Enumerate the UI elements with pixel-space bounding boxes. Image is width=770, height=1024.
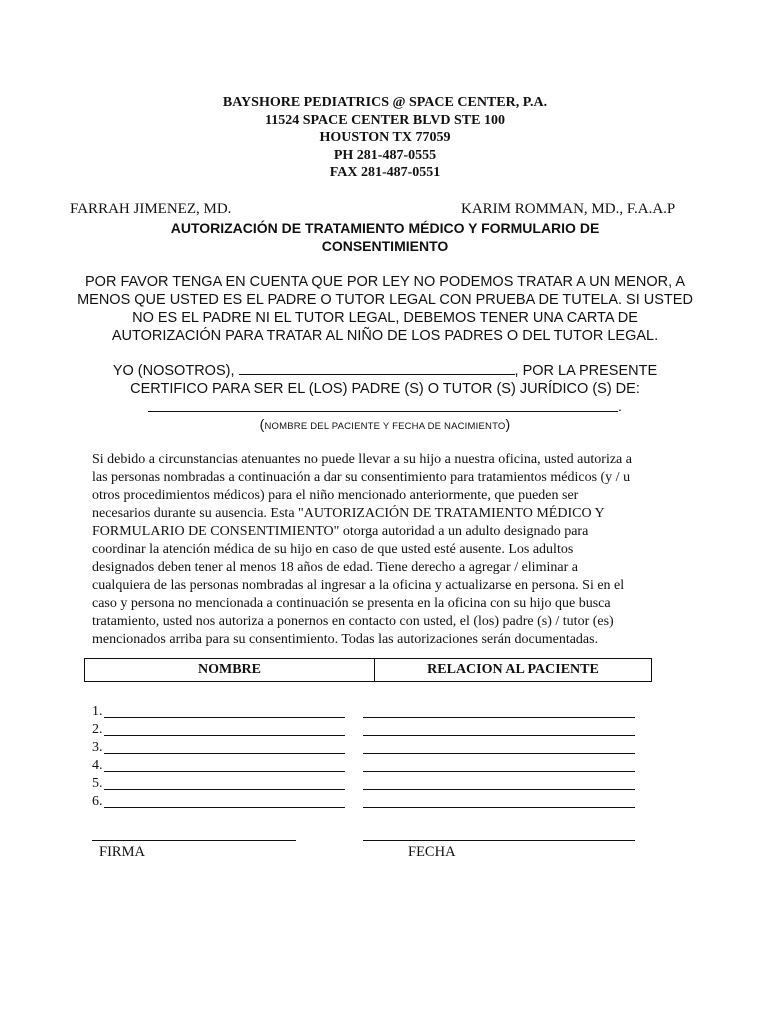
name-field[interactable] [104, 717, 345, 718]
row-number: 3. [92, 740, 103, 755]
notice-line-2: MENOS QUE USTED ES EL PADRE O TUTOR LEGAL CON PRUEBA DE TUTELA. SI USTED [77, 292, 693, 308]
authorization-paragraph [92, 451, 682, 649]
name-field[interactable] [104, 771, 345, 772]
table-header-row [85, 659, 652, 682]
relation-field[interactable] [363, 753, 635, 754]
clinic-city: HOUSTON TX 77059 [319, 130, 451, 145]
paragraph-line: Si debido a circunstancias atenuantes no puede llevar a su hijo a nuestra oficina, usted autoriza a [92, 452, 632, 467]
paragraph-line: designados deben tener al menos 18 años de edad. Tiene derecho a agregar / eliminar a [92, 560, 578, 575]
patient-name-dob-field[interactable] [148, 399, 618, 412]
name-field[interactable] [104, 735, 345, 736]
table-row [92, 775, 652, 793]
paragraph-line: otros procedimientos médicos) para el niño mencionado anteriormente, que pueden ser [92, 488, 579, 503]
form-title-line-1: AUTORIZACIÓN DE TRATAMIENTO MÉDICO Y FORMULARIO DE [170, 220, 600, 236]
authorized-persons-table [84, 658, 652, 682]
cert-end-mark: . [618, 398, 622, 414]
caption-text: NOMBRE DEL PACIENTE Y FECHA DE NACIMIENTO [264, 421, 506, 432]
notice-line-3: NO ES EL PADRE NI EL TUTOR LEGAL, DEBEMOS TENER UNA CARTA DE [132, 310, 638, 326]
paragraph-line: caso y persona no mencionada a continuación se presenta en la oficina con su hijo que busca [92, 596, 611, 611]
paragraph-line: tratamiento, usted nos autoriza a ponernos en contacto con usted, el (los) padre (s) / tutor (es) [92, 614, 614, 629]
table-row [92, 721, 652, 739]
clinic-fax: FAX 281-487-0551 [329, 165, 441, 180]
signature-label: FIRMA [99, 844, 145, 860]
paragraph-line: mencionados arriba para su consentimiento. Todas las autorizaciones serán documentadas. [92, 632, 599, 647]
date-field[interactable] [363, 840, 635, 841]
date-label: FECHA [408, 844, 456, 860]
row-number: 2. [92, 722, 103, 737]
clinic-phone: PH 281-487-0555 [333, 147, 437, 163]
guardian-name-field[interactable] [239, 362, 515, 375]
table-row [92, 757, 652, 775]
signature-field[interactable] [92, 840, 296, 841]
relation-field[interactable] [363, 735, 635, 736]
form-title-line-2: CONSENTIMIENTO [321, 238, 449, 254]
cert-prefix: YO (NOSOTROS), [112, 363, 235, 379]
name-field[interactable] [104, 753, 345, 754]
caption-open-paren: ( [259, 416, 265, 432]
relation-field[interactable] [363, 807, 635, 808]
caption-close-paren: ) [505, 416, 511, 432]
patient-field-caption [0, 416, 770, 432]
paragraph-line: necesarios durante su ausencia. Esta "AUTORIZACIÓN DE TRATAMIENTO MÉDICO Y [92, 506, 605, 521]
row-number: 1. [92, 704, 103, 719]
column-header-name: NOMBRE [85, 659, 375, 682]
clinic-header [0, 94, 770, 182]
clinic-address: 11524 SPACE CENTER BLVD STE 100 [264, 112, 505, 128]
row-number: 5. [92, 776, 103, 791]
paragraph-line: coordinar la atención médica de su hijo en caso de que usted esté ausente. Los adultos [92, 542, 574, 557]
paragraph-line: FORMULARIO DE CONSENTIMIENTO" otorga autoridad a un adulto designado para [92, 524, 589, 539]
certification [30, 362, 740, 398]
cert-line-2: CERTIFICO PARA SER EL (LOS) PADRE (S) O TUTOR (S) JURÍDICO (S) DE: [130, 381, 640, 397]
cert-suffix: , POR LA PRESENTE [514, 363, 658, 379]
notice-line-4: AUTORIZACIÓN PARA TRATAR AL NIÑO DE LOS PADRES O DEL TUTOR LEGAL. [111, 328, 659, 344]
table-row [92, 793, 652, 811]
authorized-persons-rows [92, 703, 652, 811]
legal-notice [30, 273, 740, 345]
relation-field[interactable] [363, 789, 635, 790]
cert-line-1 [30, 362, 740, 380]
doctor-right: KARIM ROMMAN, MD., F.A.A.P [461, 201, 676, 217]
notice-line-1: POR FAVOR TENGA EN CUENTA QUE POR LEY NO PODEMOS TRATAR A UN MENOR, A [85, 274, 685, 290]
paragraph-line: las personas nombradas a continuación a dar su consentimiento para tratamientos médicos (y / u [92, 470, 631, 485]
name-field[interactable] [104, 807, 345, 808]
clinic-name: BAYSHORE PEDIATRICS @ SPACE CENTER, P.A. [222, 95, 548, 110]
form-title [0, 219, 770, 255]
table-row [92, 739, 652, 757]
relation-field[interactable] [363, 717, 635, 718]
relation-field[interactable] [363, 771, 635, 772]
column-header-relation: RELACION AL PACIENTE [375, 659, 652, 682]
paragraph-line: cualquiera de las personas nombradas al ingresar a la oficina y actualizarse en persona. Si en el [92, 578, 625, 593]
name-field[interactable] [104, 789, 345, 790]
table-row [92, 703, 652, 721]
row-number: 4. [92, 758, 103, 773]
doctor-left: FARRAH JIMENEZ, MD. [70, 201, 232, 217]
row-number: 6. [92, 794, 103, 809]
